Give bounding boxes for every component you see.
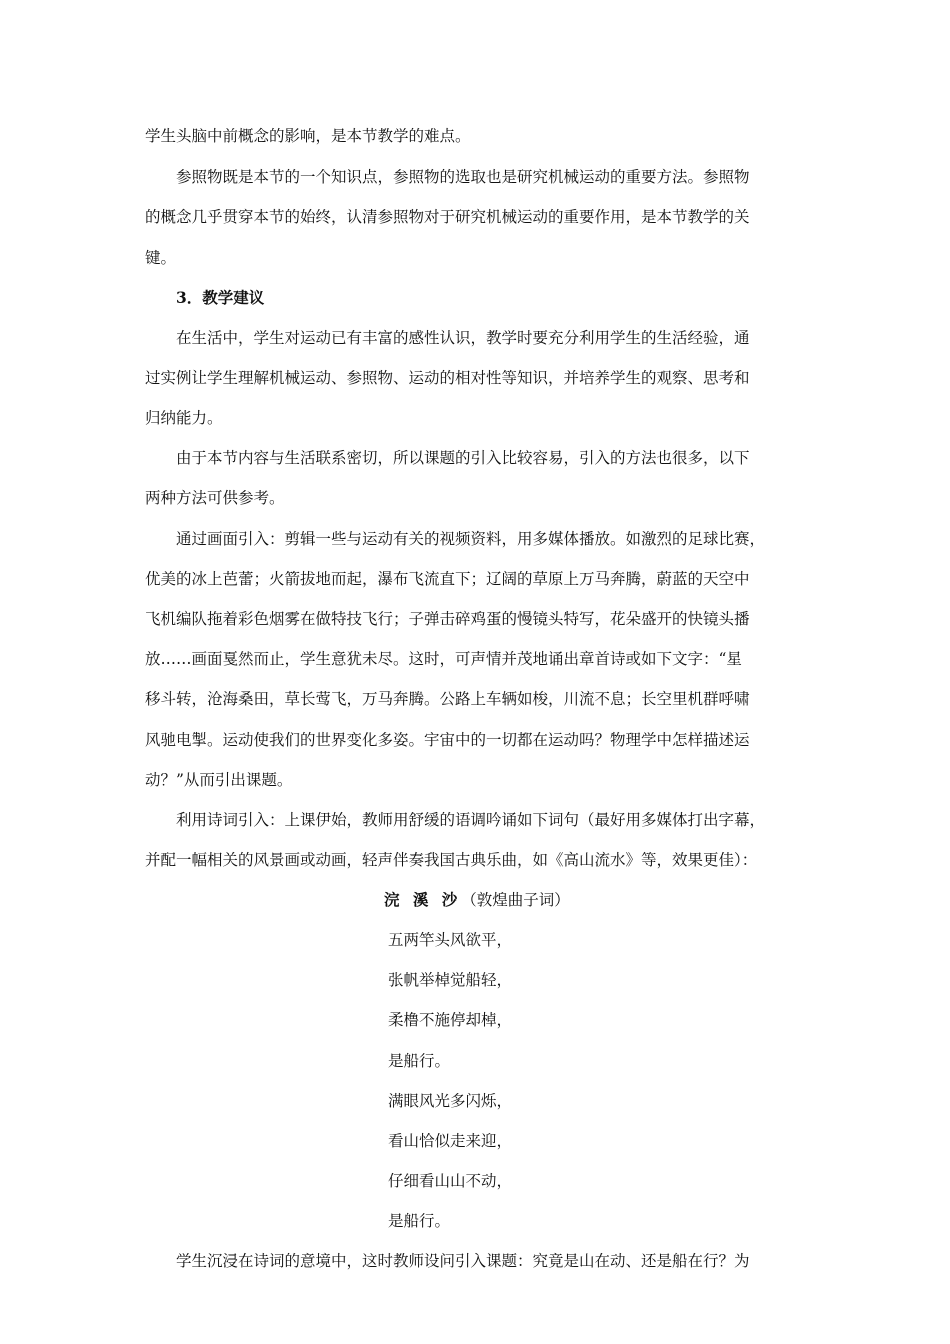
text-line: 通过画面引入：剪辑一些与运动有关的视频资料，用多媒体播放。如激烈的足球比赛，	[176, 530, 766, 548]
text-line: 放……画面戛然而止，学生意犹未尽。这时，可声情并茂地诵出章首诗或如下文字：“星	[145, 650, 742, 668]
text-line: 动？”从而引出课题。	[145, 771, 293, 789]
text-line: 归纳能力。	[145, 409, 223, 427]
poem-verse: 是船行。	[388, 1212, 451, 1230]
text-line: 学生沉浸在诗词的意境中，这时教师设问引入课题：究竟是山在动、还是船在行？为	[176, 1252, 750, 1270]
text-line: 风驰电掣。运动使我们的世界变化多姿。宇宙中的一切都在运动吗？物理学中怎样描述运	[145, 731, 750, 749]
poem-heading	[384, 890, 570, 910]
text-line: 利用诗词引入：上课伊始，教师用舒缓的语调吟诵如下词句（最好用多媒体打出字幕，	[176, 811, 766, 829]
section-heading: 3．教学建议	[176, 288, 265, 307]
text-line: 过实例让学生理解机械运动、参照物、运动的相对性等知识，并培养学生的观察、思考和	[145, 369, 750, 387]
text-line: 在生活中，学生对运动已有丰富的感性认识，教学时要充分利用学生的生活经验，通	[176, 329, 750, 347]
text-line: 键。	[145, 249, 177, 267]
text-line: 学生头脑中前概念的影响，是本节教学的难点。	[145, 127, 471, 145]
text-line: 参照物既是本节的一个知识点，参照物的选取也是研究机械运动的重要方法。参照物	[176, 168, 750, 186]
text-line: 并配一幅相关的风景画或动画，轻声伴奏我国古典乐曲，如《高山流水》等，效果更佳）：	[145, 851, 758, 869]
poem-verse: 仔细看山山不动，	[388, 1172, 513, 1190]
text-line: 优美的冰上芭蕾；火箭拔地而起，瀑布飞流直下；辽阔的草原上万马奔腾，蔚蓝的天空中	[145, 570, 750, 588]
text-line: 两种方法可供参考。	[145, 489, 285, 507]
poem-verse: 柔橹不施停却棹，	[388, 1011, 513, 1029]
text-line: 移斗转，沧海桑田，草长莺飞，万马奔腾。公路上车辆如梭，川流不息；长空里机群呼啸	[145, 690, 750, 708]
text-line: 的概念几乎贯穿本节的始终，认清参照物对于研究机械运动的重要作用，是本节教学的关	[145, 208, 750, 226]
poem-verse: 张帆举棹觉船轻，	[388, 971, 513, 989]
text-line: 飞机编队拖着彩色烟雾在做特技飞行；子弹击碎鸡蛋的慢镜头特写，花朵盛开的快镜头播	[145, 610, 750, 628]
poem-verse: 五两竿头风欲平，	[388, 931, 513, 949]
poem-verse: 满眼风光多闪烁，	[388, 1092, 513, 1110]
text-line: 由于本节内容与生活联系密切，所以课题的引入比较容易，引入的方法也很多，以下	[176, 449, 750, 467]
poem-title: 浣 溪 沙	[384, 890, 462, 909]
poem-verse: 看山恰似走来迎，	[388, 1132, 513, 1150]
poem-source: （敦煌曲子词）	[461, 891, 570, 909]
poem-verse: 是船行。	[388, 1052, 451, 1070]
